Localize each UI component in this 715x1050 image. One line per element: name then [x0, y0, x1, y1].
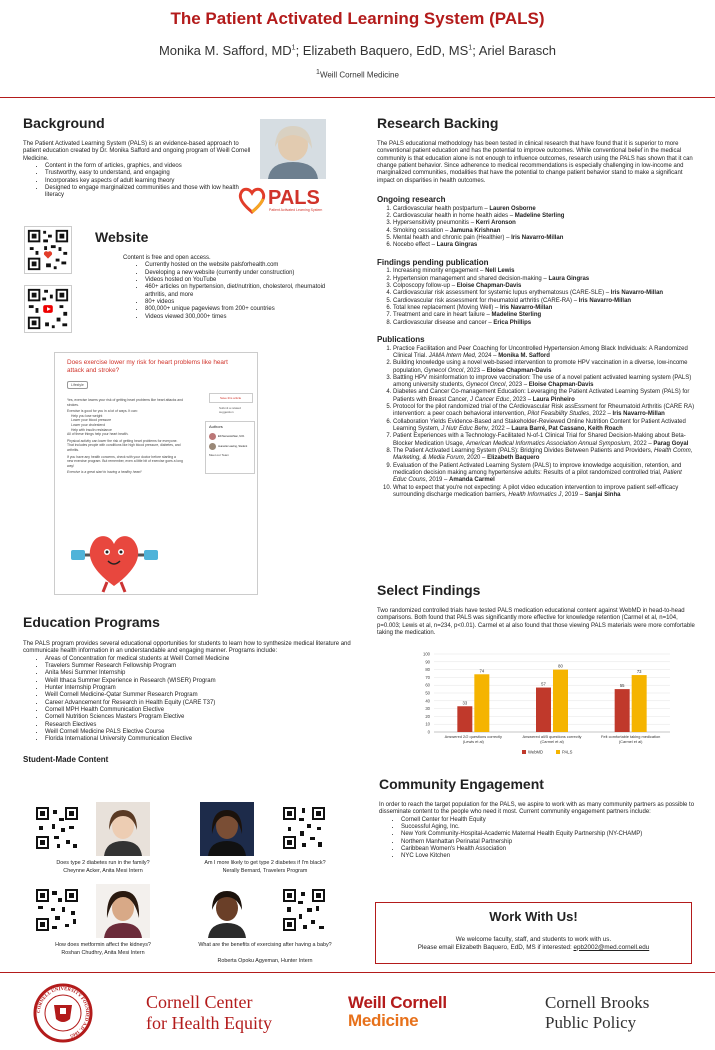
background-bullets	[23, 163, 253, 200]
list-item: • Career Advancement for Research in Health Equity (CARE T37)	[45, 700, 353, 707]
website-intro: Content is free and open access.	[123, 255, 211, 261]
list-item	[393, 235, 695, 242]
student-tile-3[interactable]	[23, 882, 183, 962]
pub-author: Sanjai Sinha	[584, 491, 621, 498]
y-tick-label: 10	[425, 721, 430, 727]
item-person: Madeline Sterling	[491, 312, 542, 319]
pub-year: , 2023 –	[505, 382, 529, 389]
list-item	[393, 463, 695, 485]
education-heading: Education Programs	[23, 614, 160, 630]
education-bullets	[23, 656, 353, 744]
pals-tagline: Patient Activated Learning System	[269, 208, 323, 212]
list-item: • 460+ articles on hypertension, diet/nutrition, cholesterol, rheumatoid arthritis, and more	[145, 284, 348, 299]
wcm-line-2: Medicine	[348, 1010, 419, 1030]
work-line-2	[376, 944, 691, 952]
data-label: 57	[541, 681, 546, 687]
list-item: • Incorporates key aspects of adult learning theory	[45, 178, 253, 185]
bar-pals-2	[632, 675, 647, 732]
list-item: • Northern Manhattan Perinatal Partnership	[401, 839, 697, 846]
website-qr-1[interactable]	[24, 226, 72, 274]
portrait-illustration	[260, 119, 326, 179]
legend-swatch-webmd	[522, 750, 526, 754]
pub-journal: JAMA Intern Med	[428, 352, 475, 359]
student-photo-1	[96, 802, 150, 856]
findings-bar-chart	[410, 650, 680, 772]
y-tick-label: 100	[423, 651, 430, 657]
pub-title: What to expect that you're not expecting: A pilot video education intervention to improve patient self-efficacy surrounding discharge medication barriers,	[393, 484, 679, 498]
pending-list	[377, 268, 695, 327]
y-tick-label: 70	[425, 674, 430, 680]
item-person: Iris Navarro-Millan	[499, 304, 553, 311]
list-item	[393, 389, 695, 404]
item-text: Smoking cessation –	[393, 227, 451, 234]
pub-author: Eloise Chapman-Davis	[528, 382, 594, 389]
list-item: • Videos hosted on YouTube	[145, 277, 348, 284]
list-item: • New York Community-Hospital-Academic Maternal Health Equity Partnership (NY-CHAMP)	[401, 831, 697, 838]
work-line-2-text: Please email Elizabeth Baquero, EdD, MS if interested:	[417, 943, 574, 951]
screenshot-line: Help with insulin resistance	[71, 427, 112, 432]
x-tick-label: (Lewis et al)	[462, 739, 484, 744]
background-heading: Background	[23, 115, 105, 131]
student-tile-1[interactable]	[23, 800, 183, 880]
item-person: Jamuna Krishnan	[450, 227, 501, 234]
item-text: Increasing minority engagement –	[393, 268, 486, 275]
pub-year: , 2023 –	[463, 367, 487, 374]
screenshot-line: Lower your blood pressure	[71, 418, 112, 423]
item-text: Cardiovascular health in home health aides –	[393, 213, 515, 220]
website-qr-2[interactable]	[24, 285, 72, 333]
brooks-line-2: Public Policy	[545, 1012, 637, 1032]
list-item: • Successful Aging, Inc.	[401, 824, 697, 831]
qr-code-icon	[280, 804, 328, 852]
pending-heading: Findings pending publication	[377, 257, 489, 267]
background-section	[23, 115, 253, 200]
student-photo-2	[200, 802, 254, 856]
pub-journal: Health Comm, Marketing, & Media Forum	[393, 447, 693, 462]
screenshot-line: If you have any health concerns, check with your doctor before starting a new exercise program. But remember, even a little bit of exercise goes a long way!	[67, 454, 183, 468]
author-1: Monika M. Safford, MD	[158, 43, 292, 58]
wcm-line-1: Weill Cornell	[348, 993, 447, 1012]
screenshot-line: Help you lose weight	[71, 413, 103, 418]
pub-journal: Health Informatics J	[508, 491, 562, 498]
pub-title: Building knowledge using a novel web-based intervention to promote HPV vaccination in a diverse, low-income population,	[393, 360, 688, 374]
item-text: Nocebo effect –	[393, 242, 437, 249]
list-item	[393, 298, 695, 305]
student-4-question: What are the benefits of exercising after having a baby?	[198, 942, 332, 948]
pals-wordmark: PALS	[268, 187, 320, 209]
research-section	[377, 115, 695, 499]
list-item	[393, 419, 695, 434]
list-item	[393, 213, 695, 220]
pub-author: Eloise Chapman-Davis	[486, 367, 552, 374]
list-item: • Weill Cornell Medicine-Qatar Summer Research Program	[45, 692, 353, 699]
affiliation-sup: 1	[316, 69, 320, 76]
pub-title: Battling HPV misinformation to improve vaccination: The use of a novel patient activated learning system (PALS) among university students,	[393, 374, 692, 389]
list-item	[393, 276, 695, 283]
work-heading: Work With Us!	[489, 909, 578, 924]
pub-journal: J Nutr Educ Behv	[441, 426, 489, 433]
cche-line-1: Cornell Center	[146, 992, 253, 1012]
item-person: Lauren Osborne	[489, 205, 536, 212]
pub-journal: Gynecol Oncol	[466, 382, 506, 389]
screenshot-submit-link[interactable]: Submit a related suggestion	[219, 406, 241, 414]
list-item: • NYC Love Kitchen	[401, 853, 697, 860]
bar-pals-1	[553, 670, 568, 732]
item-person: Laura Gingras	[548, 275, 590, 282]
publications-list	[377, 346, 695, 500]
list-item	[393, 283, 695, 290]
screenshot-line: Physical activity can lower the risk of getting heart problems for everyone. That includes people with conditions like high blood pressure, diabetes, and arthritis.	[67, 438, 181, 452]
community-bullets	[379, 817, 697, 861]
pub-title: Collaboration Yields Evidence-Based and Stakeholder-Reviewed Online Nutrition Content for Patient Activated Learning System,	[393, 418, 686, 433]
list-item	[393, 485, 695, 500]
list-item: • 80+ videos	[145, 299, 348, 306]
ongoing-list	[377, 206, 695, 250]
list-item: • Areas of Concentration for medical students at Weill Cornell Medicine	[45, 656, 353, 663]
poster-title: The Patient Activated Learning System (PALS)	[170, 9, 545, 28]
list-item	[393, 404, 695, 419]
screenshot-line: All of these things help your heart health.	[67, 432, 129, 437]
pub-journal: J Cancer Educ	[470, 396, 510, 403]
author-2-sup: 1	[468, 44, 473, 52]
student-3-question: How does metformin affect the kidneys?	[55, 942, 151, 948]
y-tick-label: 90	[425, 659, 430, 665]
list-item: • Research Electives	[45, 722, 353, 729]
item-text: Hypersensitivity pneumonitis –	[393, 220, 476, 227]
list-item	[393, 305, 695, 312]
qr-code-icon	[33, 804, 81, 852]
list-item: • 800,000+ unique pageviews from 200+ countries	[145, 306, 348, 313]
pub-title: Evaluation of the Patient Activated Learning System (PALS) to improve knowledge acquisition, retention, and medication decision making among hypertensive adults: Results of a pilot randomized controlled trial,	[393, 462, 682, 476]
safford-photo	[260, 119, 326, 179]
list-item: • Florida International University Communication Elective	[45, 736, 353, 743]
qr-code-icon	[33, 886, 81, 934]
y-tick-label: 30	[425, 706, 430, 712]
brooks-line-1: Cornell Brooks	[545, 993, 650, 1012]
list-item: • Cornell MPH Health Communication Elective	[45, 707, 353, 714]
item-text: Treatment and care in heart failure –	[393, 312, 492, 319]
student-photo-4	[200, 884, 254, 938]
item-person: Iris Navarro-Millan	[578, 297, 632, 304]
bar-pals-0	[474, 674, 489, 732]
pals-logo	[237, 184, 337, 216]
ongoing-heading: Ongoing research	[377, 194, 446, 204]
item-text: Cardiovascular disease and cancer –	[393, 319, 494, 326]
x-tick-label: Answered 2/2 questions correctly	[444, 734, 502, 739]
list-item: • Anita Mesi Summer Internship	[45, 670, 353, 677]
list-item	[393, 320, 695, 327]
affiliation	[0, 69, 715, 80]
bar-webmd-1	[536, 688, 551, 732]
list-item	[393, 206, 695, 213]
item-text: Colposcopy follow-up –	[393, 282, 457, 289]
data-label: 55	[619, 683, 625, 689]
list-item: • Hunter Internship Program	[45, 685, 353, 692]
y-tick-label: 50	[425, 690, 430, 696]
website-heading	[95, 229, 148, 246]
affiliation-text: Weill Cornell Medicine	[319, 70, 399, 80]
qr-code-icon	[280, 886, 328, 934]
pub-journal: American Medical Informatics Association Annual Symposium	[466, 440, 631, 447]
pub-journal: Patient Educ Couns	[393, 469, 682, 484]
item-person: Laura Gingras	[436, 242, 478, 249]
y-tick-label: 60	[425, 682, 430, 688]
student-tile-4[interactable]	[180, 882, 350, 972]
item-text: Cardiovascular risk assessment for systemic lupus erythematosus (CARE-SLE) –	[393, 290, 611, 297]
cornell-brooks-logo	[545, 993, 649, 1032]
x-tick-label: (Carmel et al)	[540, 739, 564, 744]
author-1-sup: 1	[291, 44, 296, 52]
screenshot-line: Exercise is a great start to having a healthy heart!	[67, 470, 142, 475]
student-1-credit: Cheynne Acker, Anita Mesi Intern	[63, 868, 143, 874]
screenshot-author-2	[209, 443, 251, 450]
student-photo-3	[96, 884, 150, 938]
pub-year: , 2020 –	[463, 455, 488, 462]
legend-swatch-pals	[556, 750, 560, 754]
pub-journal: Pilot Feasibility Studies	[527, 411, 590, 418]
pub-author: Amanda Carmel	[449, 477, 495, 484]
research-text: The PALS educational methodology has been tested in clinical research that have found that it is superior to more conventional patient education and has the potential to improve outcomes. While conventional belief in the medical community is that education alone is not enough to influence outcomes, research using the PALS has shown that it can change patient behavior. Since adherence to medical recommendations is especially challenging in low-income and marginalized communities, modalities that have the potential to change patient behavior stand to make a significant impact on disparities in health outcomes.	[377, 141, 693, 184]
data-label: 80	[558, 663, 563, 669]
student-2-credit: Nerally Bernard, Travelers Program	[222, 868, 308, 874]
screenshot-author-2-name: Jeanette Lawing, Student	[218, 444, 248, 448]
bar-webmd-0	[457, 706, 472, 732]
item-person: Iris Navarro-Millan	[511, 234, 564, 241]
research-heading: Research Backing	[377, 115, 499, 131]
author-3: ; Ariel Barasch	[472, 43, 557, 58]
list-item	[393, 360, 695, 375]
list-item: • Developing a new website (currently under construction)	[145, 270, 348, 277]
item-person: Eloise Chapman-Davis	[456, 282, 522, 289]
avatar	[209, 443, 216, 450]
footer-divider	[0, 972, 715, 973]
screenshot-line: Yes, exercise lowers your risk of getting heart problems like heart attacks and strokes.	[67, 398, 183, 407]
screenshot-question: Does exercise lower my risk for heart problems like heart attack and stroke?	[67, 359, 228, 374]
list-item	[393, 375, 695, 390]
list-item: • Caribbean Women's Health Association	[401, 846, 697, 853]
list-item	[393, 268, 695, 275]
pub-title: Diabetes and Cancer Co-management Education: Leveraging the Patient Activated Learning System (PALS) for Patients with Breast Cancer,	[393, 389, 690, 403]
list-item: • Videos viewed 300,000+ times	[145, 314, 348, 321]
x-tick-label: Felt comfortable taking medication	[601, 734, 661, 739]
findings-heading: Select Findings	[377, 582, 481, 598]
website-bullets	[123, 262, 348, 321]
student-content-heading: Student-Made Content	[23, 755, 109, 765]
data-label: 74	[479, 668, 485, 674]
weill-cornell-logo	[348, 994, 447, 1030]
data-label: 33	[462, 700, 468, 706]
list-item	[393, 448, 695, 463]
item-person: Erica Phillips	[493, 319, 532, 326]
screenshot-pill: Lifestyle	[67, 381, 88, 389]
list-item	[393, 312, 695, 319]
pub-title: Patient Experiences with a Technology-Facilitated N-of-1 Clinical Trial for Shared Decision-Making about Beta-Blocker Medication Usage,	[393, 433, 686, 447]
y-tick-label: 20	[425, 713, 430, 719]
pub-journal: Gynecol Oncol	[424, 367, 464, 374]
qr-code-icon	[24, 285, 72, 333]
screenshot-save-button[interactable]: Save this article	[209, 393, 253, 403]
cche-line-2: for Health Equity	[146, 1012, 272, 1033]
pub-year: , 2019 –	[425, 477, 450, 484]
header-divider	[0, 97, 715, 98]
cornell-seal-icon	[33, 983, 93, 1043]
list-item: • Trustworthy, easy to understand, and engaging	[45, 170, 253, 177]
findings-section	[377, 582, 695, 637]
screenshot-authors-box	[205, 421, 255, 474]
pub-year: , 2022 –	[589, 411, 613, 418]
list-item	[393, 242, 695, 249]
community-heading: Community Engagement	[379, 776, 544, 792]
cornell-center-logo	[146, 992, 272, 1033]
pub-year: , 2024 –	[474, 352, 499, 359]
student-1-question: Does type 2 diabetes run in the family?	[56, 860, 150, 866]
item-text: Cardiovascular risk assessment for rheumatoid arthritis (CARE-RA) –	[393, 297, 579, 304]
work-with-us-card	[375, 902, 692, 964]
student-2-question: Am I more likely to get type 2 diabetes if I'm black?	[204, 860, 326, 866]
y-tick-label: 0	[427, 729, 430, 735]
list-item	[393, 290, 695, 297]
item-person: Iris Navarro-Millan	[610, 290, 664, 297]
pub-author: Iris Navarro-Millan	[612, 411, 665, 418]
list-item	[393, 346, 695, 361]
screenshot-authors-label: Authors	[209, 424, 223, 429]
item-text: Mental health and chronic pain (Healthier) –	[393, 234, 512, 241]
list-item: • Cornell Center for Health Equity	[401, 817, 697, 824]
pals-heart-icon	[237, 185, 267, 215]
screenshot-author-1-name: Elli Nersesisthian, M.D.	[218, 434, 245, 438]
student-tile-2[interactable]	[180, 800, 350, 880]
pub-title: The Patient Activated Learning System (PALS): Bridging Divides Between Patients and Providers,	[393, 447, 655, 454]
screenshot-meet-link[interactable]: Meet our Team	[209, 452, 229, 457]
qr-code-icon	[24, 226, 72, 274]
community-section	[379, 776, 697, 861]
y-tick-label: 80	[425, 667, 430, 673]
list-item: • Travelers Summer Research Fellowship Program	[45, 663, 353, 670]
authors	[0, 43, 715, 59]
work-line-1: We welcome faculty, staff, and students to work with us.	[455, 935, 612, 943]
avatar	[209, 433, 216, 440]
y-tick-label: 40	[425, 698, 430, 704]
legend-label-pals: PALS	[562, 749, 573, 755]
pub-year: , 2019 –	[561, 491, 585, 498]
item-person: Nell Lewis	[485, 268, 515, 275]
list-item: • Content in the form of articles, graphics, and videos	[45, 163, 253, 170]
pub-author: Parag Goyal	[653, 440, 689, 447]
email-link[interactable]: epb2002@med.cornell.edu	[573, 943, 650, 951]
seal-text-path: CORNELL UNIVERSITY FOUNDED A.D. 1865	[36, 986, 90, 1038]
list-item	[393, 220, 695, 227]
publications-heading: Publications	[377, 334, 425, 344]
list-item: • Designed to engage marginalized communities and those with low health literacy	[45, 185, 253, 200]
student-3-credit: Roshan Chudhry, Anita Mesi Intern	[61, 950, 145, 956]
education-section	[23, 614, 353, 765]
x-tick-label: (Carmel et al)	[618, 739, 643, 744]
pub-author: Monika M. Safford	[498, 352, 550, 359]
screenshot-author-1	[209, 433, 251, 440]
data-label: 73	[636, 669, 642, 675]
heart-cartoon-illustration	[67, 516, 162, 594]
background-text: The Patient Activated Learning System (PALS) is an evidence-based approach to patient education created by Dr. Monika Safford and ongoing program of Weill Cornell Medicine.	[23, 141, 251, 162]
list-item	[145, 262, 348, 269]
list-item: • Cornell Nutrition Sciences Masters Program Elective	[45, 714, 353, 721]
item-text: Cardiovascular health postpartum –	[393, 205, 490, 212]
pub-author: Laura Barré, Pat Cassano, Keith Roach	[511, 426, 623, 433]
list-item: • Weill Cornell Medicine PALS Elective Course	[45, 729, 353, 736]
community-text: In order to reach the target population for the PALS, we aspire to work with as many community partners as possible to disseminate content to the people who need it most. Current community engagement partners include:	[379, 802, 695, 816]
bar-webmd-2	[615, 689, 630, 732]
pub-author: Elizabeth Baquero	[487, 455, 540, 462]
item-person: Kerri Aronson	[475, 220, 516, 227]
website-heading-text: Website	[95, 229, 149, 245]
pub-title: Protocol for the pilot randomized trial of the CArdiovascular Risk assEssment for Rheumatoid Arthritis (CARE RA) intervention: a peer coach behavioral intervention,	[393, 404, 695, 418]
item-text: Hypertension management and shared decision-making –	[393, 275, 549, 282]
item-person: Madeline Sterling	[514, 213, 565, 220]
x-tick-label: Answered all/5 questions correctly	[522, 734, 582, 739]
list-item: • Weill Ithaca Summer Experience in Research (WISER) Program	[45, 678, 353, 685]
pub-title: Practice Facilitation and Peer Coaching for Uncontrolled Hypertension Among Black Individuals: A Randomized Clinical Trial.	[393, 345, 688, 359]
legend-label-webmd: WebMD	[528, 749, 544, 755]
item-text: Total knee replacement (Moving Well) –	[393, 304, 500, 311]
website-section	[123, 255, 348, 321]
pub-year: , 2022 –	[488, 426, 512, 433]
screenshot-line: Lower your cholesterol	[71, 422, 106, 427]
findings-text: Two randomized controlled trials have tested PALS medication educational content against WebMD in head-to-head comparisons. Both found that PALS was significantly more effective for knowledge retention (Carmel et al, n=104, p=0.003; Lewis et al, n=234, p<0.01). Carmel et al also found that those viewing PALS materials were more comfortable taking the medication.	[377, 608, 695, 637]
pub-year: , 2022 –	[630, 440, 654, 447]
student-4-credit: Roberta Opoku Agyeman, Hunter Intern	[217, 958, 313, 964]
screenshot-line: Exercise is good for you in a lot of ways. It can:	[67, 409, 138, 414]
education-text: The PALS program provides several educational opportunities for students to learn how to synthesize medical literature and communicate health information in an understandable and engaging manner. Programs include:	[23, 641, 351, 655]
list-item	[393, 228, 695, 235]
author-2: ; Elizabeth Baquero, EdD, MS	[295, 43, 469, 58]
website-screenshot	[54, 352, 258, 595]
pub-year: , 2023 –	[509, 396, 533, 403]
pub-author: Laura Pinheiro	[532, 396, 575, 403]
screenshot-body	[67, 398, 183, 475]
website-bullet-0: Currently hosted on the website palsforhealth.com	[145, 262, 279, 269]
list-item	[393, 433, 695, 448]
